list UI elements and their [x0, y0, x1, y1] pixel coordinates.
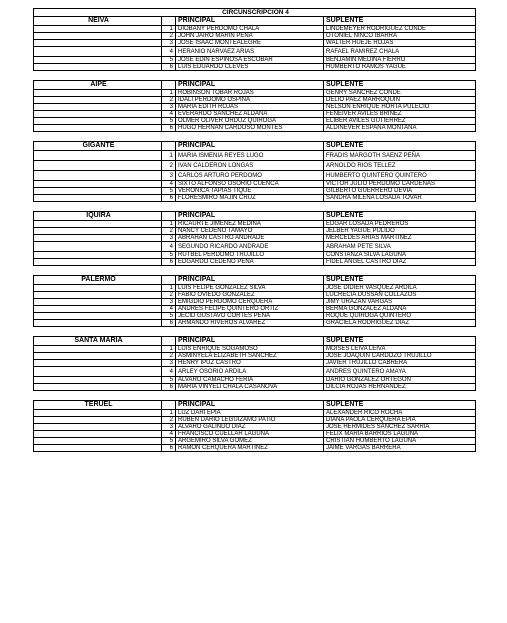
principal-name: ALVARO CAMACHO FERIA [176, 377, 324, 384]
row-number: 5 [162, 377, 176, 384]
principal-name: JOSE EDIN ESPINOSA ESCOBAR [176, 57, 324, 64]
principal-name: ABRAHAN CASTRO ANDRADE [176, 235, 324, 242]
suplente-name: OTONIEL NINCO IBARRA [324, 33, 476, 40]
row-number: 2 [162, 97, 176, 104]
section-header-row [34, 17, 476, 26]
municipio-blank-cell [34, 228, 162, 235]
municipio-blank-cell [34, 410, 162, 417]
suplente-name: JOSE HERMIDES SANCHEZ SARRIA [324, 424, 476, 431]
suplente-name: HUMBERTO RAMOS YAGUE [324, 64, 476, 71]
header-num-cell [162, 401, 176, 410]
candidate-row [34, 445, 476, 452]
separator-cell [34, 266, 476, 276]
row-number: 3 [162, 424, 176, 431]
principal-header: PRINCIPAL [176, 81, 324, 90]
candidate-row [34, 367, 476, 377]
principal-name: RUBEN DARIO LEGUIZAMO PATIO [176, 417, 324, 424]
suplente-name: FELIX MARIA BARRIOS LAGUNA [324, 431, 476, 438]
row-number: 3 [162, 235, 176, 242]
header-num-cell [162, 142, 176, 151]
candidate-row [34, 313, 476, 320]
header-num-cell [162, 17, 176, 26]
municipio-blank-cell [34, 285, 162, 292]
municipio-blank-cell [34, 353, 162, 360]
candidate-row [34, 424, 476, 431]
candidate-row [34, 47, 476, 57]
principal-name: FABIO OVIEDO GONZALEZ [176, 292, 324, 299]
suplente-name: JOSE DIDIER VASQUEZ ARDILA [324, 285, 476, 292]
suplente-name: NELSON ENRIQUE HORTA PULECIO [324, 104, 476, 111]
suplente-name: ARNOLDO RIOS TELLEZ [324, 161, 476, 171]
municipio-name: AIPE [34, 81, 162, 90]
municipio-blank-cell [34, 299, 162, 306]
municipio-blank-cell [34, 171, 162, 181]
suplente-name: JAIME VARGAS BARRERA [324, 445, 476, 452]
candidate-row [34, 384, 476, 391]
separator-cell [34, 71, 476, 81]
candidate-row [34, 252, 476, 259]
separator-cell [34, 391, 476, 401]
suplente-header: SUPLENTE [324, 401, 476, 410]
candidate-row [34, 353, 476, 360]
row-number: 1 [162, 285, 176, 292]
municipio-blank-cell [34, 64, 162, 71]
header-num-cell [162, 276, 176, 285]
suplente-name: ELIBER AVILES GUTIERREZ [324, 118, 476, 125]
suplente-name: SANDRA MILENA LOSADA TOVAR [324, 195, 476, 202]
principal-name: HUGO HERNAN CARDOSO MONTES [176, 125, 324, 132]
section-header-row [34, 401, 476, 410]
principal-name: FLORESMIRO MAJIN CRUZ [176, 195, 324, 202]
suplente-name: GENRY SANCHEZ CONDE [324, 90, 476, 97]
candidate-row [34, 33, 476, 40]
principal-header: PRINCIPAL [176, 17, 324, 26]
row-number: 6 [162, 125, 176, 132]
municipio-blank-cell [34, 259, 162, 266]
candidate-row [34, 306, 476, 313]
candidate-row [34, 292, 476, 299]
candidate-row [34, 57, 476, 64]
principal-name: DIOBANY PERDOMO CHALA [176, 26, 324, 33]
municipio-blank-cell [34, 346, 162, 353]
suplente-name: CRISTIAN HUMBERTO LAGUNA [324, 438, 476, 445]
suplente-name: ANDRES QUINTERO AMAYA [324, 367, 476, 377]
municipio-blank-cell [34, 320, 162, 327]
municipio-name: PALERMO [34, 276, 162, 285]
principal-name: OLMER OLIVER ORDUZ QUIROGA [176, 118, 324, 125]
candidate-row [34, 431, 476, 438]
principal-name: ROBINSON TOBAR ROJAS [176, 90, 324, 97]
suplente-name: EDGAR LOSADA PEDREROS [324, 221, 476, 228]
municipio-name: SANTA MARÍA [34, 337, 162, 346]
municipio-blank-cell [34, 252, 162, 259]
candidate-row [34, 438, 476, 445]
principal-header: PRINCIPAL [176, 337, 324, 346]
principal-name: JOSE ISAAC MONTEALEGRE [176, 40, 324, 47]
municipio-blank-cell [34, 33, 162, 40]
row-number: 4 [162, 367, 176, 377]
separator-cell [34, 202, 476, 212]
candidate-row [34, 161, 476, 171]
candidate-row [34, 259, 476, 266]
row-number: 3 [162, 360, 176, 367]
header-num-cell [162, 81, 176, 90]
municipio-blank-cell [34, 104, 162, 111]
principal-name: ARMANDO RIVEROS ALVAREZ [176, 320, 324, 327]
section-header-row [34, 142, 476, 151]
principal-name: FRANCISCO CUELLAR LAGUNA [176, 431, 324, 438]
municipio-blank-cell [34, 417, 162, 424]
municipio-blank-cell [34, 181, 162, 188]
principal-name: ASMINYELA ELIZABETH SANCHEZ [176, 353, 324, 360]
candidate-row [34, 242, 476, 252]
suplente-name: GRACIELA RODRIGUEZ DIAZ [324, 320, 476, 327]
header-num-cell [162, 212, 176, 221]
principal-name: LUZ DARI EPIA [176, 410, 324, 417]
municipio-blank-cell [34, 40, 162, 47]
principal-header: PRINCIPAL [176, 142, 324, 151]
suplente-name: BERMA GONZALEZ ALDANA [324, 306, 476, 313]
row-number: 3 [162, 40, 176, 47]
suplente-name: HUMBERTO QUINTERO QUINTERO [324, 171, 476, 181]
row-number: 1 [162, 151, 176, 161]
principal-name: RICAURTE JIMENEZ MEDINA [176, 221, 324, 228]
row-number: 1 [162, 346, 176, 353]
candidate-row [34, 118, 476, 125]
suplente-name: ABRAHAM PETE SILVA [324, 242, 476, 252]
row-number: 2 [162, 228, 176, 235]
suplente-name: JAVIER TRUJILLO CABRERA [324, 360, 476, 367]
principal-name: LUIS ENRIQUE SOGAMOSO [176, 346, 324, 353]
principal-name: NANCY CEDEÑO TAMAYO [176, 228, 324, 235]
municipio-blank-cell [34, 97, 162, 104]
suplente-name: FENEIVER AVILES BRIÑEZ [324, 111, 476, 118]
suplente-name: ROQUE QUIROGA QUINTERO [324, 313, 476, 320]
row-number: 1 [162, 221, 176, 228]
municipio-blank-cell [34, 26, 162, 33]
section-header-row [34, 337, 476, 346]
suplente-name: DARIO GONZALEZ ORTEGON [324, 377, 476, 384]
candidate-row [34, 90, 476, 97]
municipio-blank-cell [34, 111, 162, 118]
principal-header: PRINCIPAL [176, 276, 324, 285]
principal-name: RUTBEL PERDOMO TRUJILLO [176, 252, 324, 259]
section-separator [34, 327, 476, 337]
candidate-row [34, 97, 476, 104]
suplente-name: LUCRECIA DUSSAN COLLAZOS [324, 292, 476, 299]
principal-header: PRINCIPAL [176, 212, 324, 221]
principal-name: SIXTO ALFONSO OSORIO CUENCA [176, 181, 324, 188]
row-number: 5 [162, 118, 176, 125]
row-number: 6 [162, 445, 176, 452]
municipio-blank-cell [34, 90, 162, 97]
row-number: 3 [162, 299, 176, 306]
municipio-blank-cell [34, 235, 162, 242]
candidate-row [34, 346, 476, 353]
municipio-blank-cell [34, 118, 162, 125]
candidate-row [34, 360, 476, 367]
municipio-name: GIGANTE [34, 142, 162, 151]
municipio-blank-cell [34, 221, 162, 228]
candidate-row [34, 171, 476, 181]
candidate-row [34, 417, 476, 424]
suplente-name: LINDEMEYER RODRIGUEZ CONDE [324, 26, 476, 33]
row-number: 2 [162, 417, 176, 424]
suplente-name: MOISES LEIVA LEIVA [324, 346, 476, 353]
municipio-blank-cell [34, 360, 162, 367]
row-number: 6 [162, 195, 176, 202]
principal-header: PRINCIPAL [176, 401, 324, 410]
suplente-name: DILCIA ROJAS HERNANDEZ [324, 384, 476, 391]
candidate-row [34, 377, 476, 384]
municipio-blank-cell [34, 161, 162, 171]
circunscripcion-title: CIRCUNSCRIPCIÓN 4 [34, 9, 476, 17]
candidate-row [34, 195, 476, 202]
row-number: 6 [162, 384, 176, 391]
suplente-header: SUPLENTE [324, 81, 476, 90]
candidate-row [34, 285, 476, 292]
section-separator [34, 132, 476, 142]
candidate-row [34, 235, 476, 242]
suplente-header: SUPLENTE [324, 17, 476, 26]
suplente-name: VICTOR JULIO PERDOMO CARDENAS [324, 181, 476, 188]
row-number: 4 [162, 306, 176, 313]
separator-cell [34, 132, 476, 142]
suplente-header: SUPLENTE [324, 212, 476, 221]
suplente-name: DELIO PAEZ MARROQUIN [324, 97, 476, 104]
candidate-row [34, 299, 476, 306]
suplente-header: SUPLENTE [324, 337, 476, 346]
suplente-header: SUPLENTE [324, 276, 476, 285]
separator-cell [34, 327, 476, 337]
principal-name: EVERARDO SANCHEZ ALDANA [176, 111, 324, 118]
candidate-row [34, 26, 476, 33]
municipio-blank-cell [34, 367, 162, 377]
municipio-blank-cell [34, 195, 162, 202]
principal-name: VERONICA TAPIAS TIQUE [176, 188, 324, 195]
row-number: 5 [162, 438, 176, 445]
principal-name: LUIS FELIPE GONZALEZ SILVA [176, 285, 324, 292]
suplente-name: BENJAMIN MEDINA FIERRO [324, 57, 476, 64]
row-number: 5 [162, 188, 176, 195]
principal-name: LUIS EDUARDO CLEVES [176, 64, 324, 71]
candidate-row [34, 320, 476, 327]
row-number: 3 [162, 104, 176, 111]
principal-name: HENRY IPUZ CASTRO [176, 360, 324, 367]
section-separator [34, 391, 476, 401]
row-number: 2 [162, 353, 176, 360]
row-number: 4 [162, 47, 176, 57]
row-number: 4 [162, 431, 176, 438]
principal-name: SEGUNDO RICARDO ANDRADE [176, 242, 324, 252]
candidate-row [34, 125, 476, 132]
suplente-name: MERCEDES ARIAS MARTINEZ [324, 235, 476, 242]
row-number: 4 [162, 242, 176, 252]
row-number: 6 [162, 259, 176, 266]
principal-name: IVAN CALDERON LONGAS [176, 161, 324, 171]
municipio-blank-cell [34, 431, 162, 438]
principal-name: RAMON CERQUERA MARTINEZ [176, 445, 324, 452]
principal-name: MARIA EDITH ROJAS [176, 104, 324, 111]
candidate-row [34, 151, 476, 161]
section-separator [34, 71, 476, 81]
section-header-row [34, 81, 476, 90]
suplente-name: JELBER YAGUE PULIDO [324, 228, 476, 235]
suplente-name: GILBERTO GUERRERO DEVIA [324, 188, 476, 195]
row-number: 2 [162, 33, 176, 40]
header-num-cell [162, 337, 176, 346]
suplente-name: RAFAEL RAMIREZ CHALA [324, 47, 476, 57]
row-number: 4 [162, 181, 176, 188]
section-header-row [34, 212, 476, 221]
row-number: 3 [162, 171, 176, 181]
row-number: 6 [162, 320, 176, 327]
suplente-name: WALTER HUEJE ROJAS [324, 40, 476, 47]
table-body [34, 9, 476, 452]
candidate-row [34, 188, 476, 195]
municipio-blank-cell [34, 292, 162, 299]
section-header-row [34, 276, 476, 285]
title-row [34, 9, 476, 17]
municipio-blank-cell [34, 377, 162, 384]
municipio-blank-cell [34, 313, 162, 320]
municipio-blank-cell [34, 445, 162, 452]
suplente-name: ALDINEVER ESPAÑA MONTAÑA [324, 125, 476, 132]
candidate-row [34, 64, 476, 71]
municipio-blank-cell [34, 306, 162, 313]
principal-name: EMIGDIO PERDOMO CERQUERA [176, 299, 324, 306]
row-number: 6 [162, 64, 176, 71]
principal-name: MARIA VINYELI CHALA CASANOVA [176, 384, 324, 391]
municipio-blank-cell [34, 151, 162, 161]
principal-name: MARIA ISMENIA REYES LUGO [176, 151, 324, 161]
principal-name: EDGARDO CEDEÑO PEÑA [176, 259, 324, 266]
candidate-row [34, 221, 476, 228]
principal-name: ANDRES FELIPE QUINTERO ORTIZ [176, 306, 324, 313]
principal-name: JOHN JAIRO MARIN PEÑA [176, 33, 324, 40]
section-separator [34, 202, 476, 212]
suplente-header: SUPLENTE [324, 142, 476, 151]
suplente-name: JOSE JOAQUIN CARDOZO TRUJILLO [324, 353, 476, 360]
candidate-sheet [33, 8, 475, 452]
row-number: 2 [162, 292, 176, 299]
row-number: 1 [162, 410, 176, 417]
principal-name: ALVARO GALINDO DIAZ [176, 424, 324, 431]
row-number: 4 [162, 111, 176, 118]
candidate-row [34, 181, 476, 188]
municipio-blank-cell [34, 47, 162, 57]
candidate-row [34, 410, 476, 417]
row-number: 1 [162, 26, 176, 33]
principal-name: IDALI PERDOMO OSPINA [176, 97, 324, 104]
suplente-name: FRADIS MARGOTH SAENZ PEÑA [324, 151, 476, 161]
municipio-blank-cell [34, 242, 162, 252]
principal-name: CARLOS ARTURO PERDOMO [176, 171, 324, 181]
municipio-blank-cell [34, 424, 162, 431]
suplente-name: ALEXANDER RICO ROCHA [324, 410, 476, 417]
section-separator [34, 266, 476, 276]
municipio-name: IQUIRA [34, 212, 162, 221]
municipio-name: TERUEL [34, 401, 162, 410]
circunscripcion-table [33, 8, 476, 452]
candidate-row [34, 40, 476, 47]
row-number: 5 [162, 313, 176, 320]
row-number: 5 [162, 252, 176, 259]
suplente-name: CONSTANZA SILVA LAGUNA [324, 252, 476, 259]
row-number: 5 [162, 57, 176, 64]
candidate-row [34, 104, 476, 111]
municipio-blank-cell [34, 188, 162, 195]
principal-name: JECID GUSTAVO CORTES PEÑA [176, 313, 324, 320]
municipio-blank-cell [34, 438, 162, 445]
municipio-blank-cell [34, 57, 162, 64]
suplente-name: DIANA PAOLA CERQUERA EPIA [324, 417, 476, 424]
candidate-row [34, 228, 476, 235]
municipio-blank-cell [34, 384, 162, 391]
suplente-name: FIDEL ANGEL CASTRO DIAZ [324, 259, 476, 266]
municipio-name: NEIVA [34, 17, 162, 26]
row-number: 2 [162, 161, 176, 171]
suplente-name: JIMY URAZAN VARGAS [324, 299, 476, 306]
principal-name: HERANIO NARVAEZ ARIAS [176, 47, 324, 57]
candidate-row [34, 111, 476, 118]
municipio-blank-cell [34, 125, 162, 132]
row-number: 1 [162, 90, 176, 97]
principal-name: ARLEY OSORIO ARDILA [176, 367, 324, 377]
principal-name: ARGEMIRO SILVA GOMEZ [176, 438, 324, 445]
